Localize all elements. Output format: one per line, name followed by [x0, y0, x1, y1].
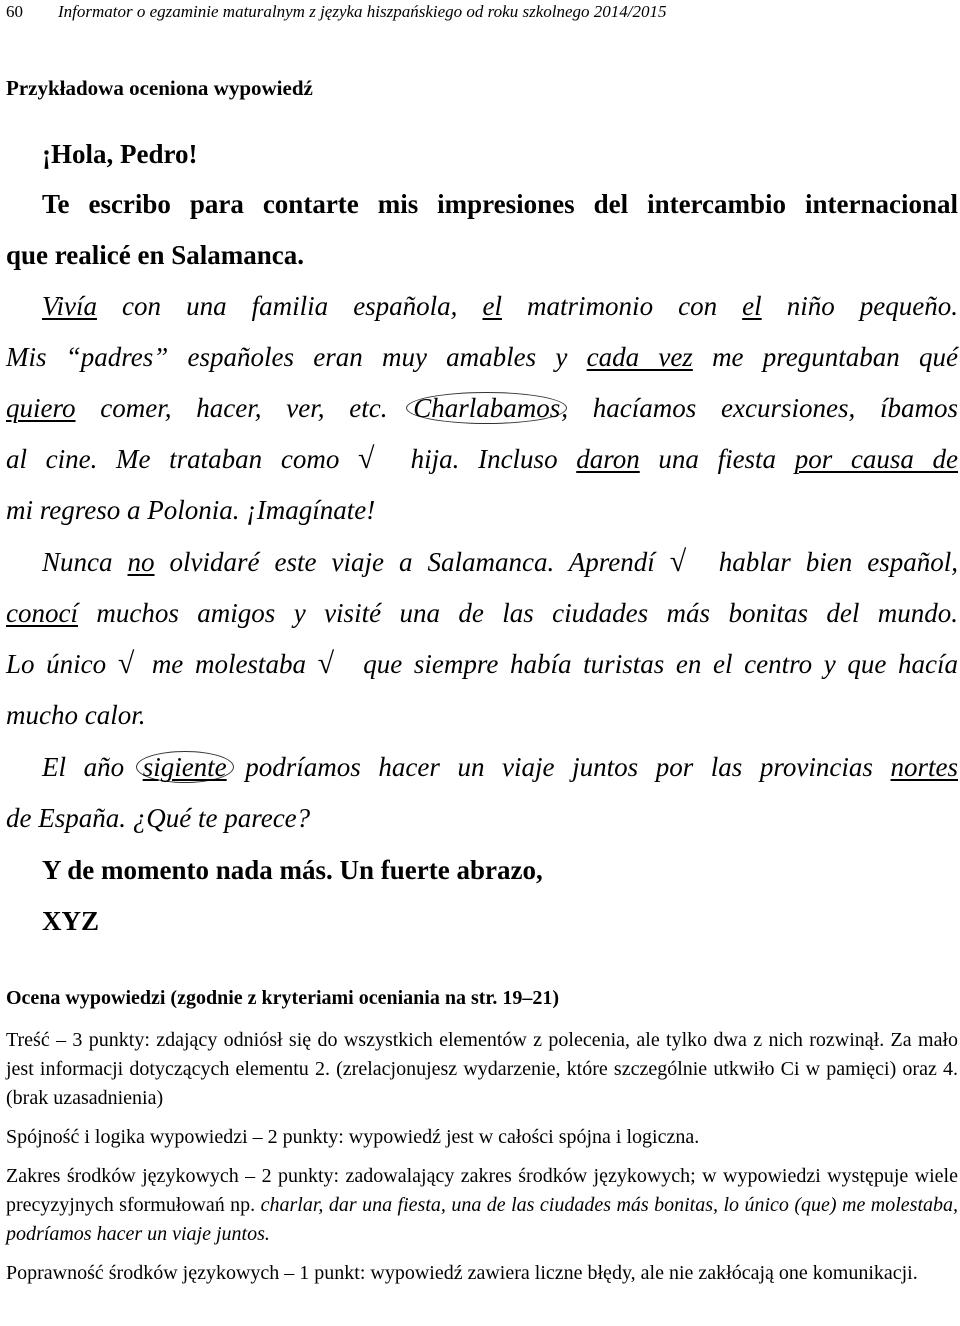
text-run: olvidaré este viaje a Salamanca. Aprendí: [154, 547, 655, 577]
criterion-language-range: [6, 1162, 958, 1249]
text-run: Nunca: [42, 547, 128, 577]
error-circle: sigiente: [136, 751, 234, 783]
error-underline: el: [482, 291, 502, 321]
missing-word-tick-icon: √: [358, 442, 375, 475]
error-circle: Charlabamos: [406, 392, 567, 424]
text-run: muchos amigos y visité una de las ciudades más bonitas del mundo.: [77, 598, 958, 628]
missing-word-tick-icon: √: [317, 647, 335, 680]
section-title: Przykładowa oceniona wypowiedź: [6, 76, 313, 100]
letter-line: mucho calor.: [6, 700, 146, 730]
error-underline: el: [742, 291, 762, 321]
language-examples: charlar, dar una fiesta, una de las ciudades más bonitas, lo único (que) me molestaba, podríamos hacer un viaje juntos.: [6, 1194, 958, 1245]
error-underline: quiero: [6, 393, 76, 423]
error-underline: conocí: [6, 598, 78, 628]
letter-line: mi regreso a Polonia. ¡Imagínate!: [6, 495, 376, 525]
text-run: El año: [42, 752, 142, 782]
text-run: Zakres środków językowych – 2 punkty: zadowalający zakres środków językowych; w wypowiedzi występuje wiele precyzyjnych sformułowań np.: [6, 1165, 958, 1216]
text-run: , hacíamos excursiones, íbamos: [561, 393, 958, 423]
error-underline: no: [127, 547, 155, 577]
text-run: Mis “padres” españoles eran muy amables y: [6, 342, 587, 372]
letter-line: [6, 642, 958, 686]
text-run: matrimonio con: [502, 291, 743, 321]
error-underline: nortes: [890, 752, 958, 782]
evaluation-section: [6, 984, 958, 1288]
text-run: Lo único: [6, 649, 107, 679]
text-run: una fiesta: [639, 444, 795, 474]
page-header: [6, 0, 666, 24]
letter-line: [42, 745, 958, 789]
letter-line: [6, 437, 958, 481]
letter-closing: Y de momento nada más. Un fuerte abrazo,: [42, 855, 543, 885]
evaluation-title: Ocena wypowiedzi (zgodnie z kryteriami oceniania na str. 19–21): [6, 987, 560, 1009]
letter-line: [6, 386, 958, 430]
error-underline: cada vez: [586, 342, 693, 372]
text-run: hija. Incluso: [410, 444, 577, 474]
criterion-accuracy: Poprawność środków językowych – 1 punkt: wypowiedź zawiera liczne błędy, ale nie zakłócają one komunikacji.: [6, 1262, 918, 1284]
missing-word-tick-icon: √: [669, 545, 687, 578]
letter-greeting: ¡Hola, Pedro!: [42, 139, 198, 169]
missing-word-tick-icon: √: [117, 647, 135, 680]
text-run: hablar bien español,: [718, 547, 959, 577]
letter-line: [6, 591, 958, 635]
text-run: que siempre había turistas en el centro y que hacía: [363, 649, 959, 679]
error-underline: daron: [576, 444, 640, 474]
letter-line: [42, 540, 958, 584]
text-run: con una familia española,: [96, 291, 483, 321]
text-run: me preguntaban qué: [692, 342, 958, 372]
page-number: 60: [6, 2, 23, 21]
error-underline: por causa de: [794, 444, 959, 474]
text-run: me molestaba: [151, 649, 306, 679]
letter-line: de España. ¿Qué te parece?: [6, 803, 311, 833]
letter-intro-line: que realicé en Salamanca.: [6, 240, 304, 270]
text-run: niño pequeño.: [761, 291, 959, 321]
letter-intro-line: Te escribo para contarte mis impresiones del intercambio internacional: [42, 189, 958, 219]
letter-signature: XYZ: [42, 906, 100, 936]
text-run: comer, hacer, ver, etc.: [75, 393, 413, 423]
criterion-coherence: Spójność i logika wypowiedzi – 2 punkty: wypowiedź jest w całości spójna i logiczna.: [6, 1126, 700, 1148]
header-title: Informator o egzaminie maturalnym z języka hiszpańskiego od roku szkolnego 2014/2015: [58, 2, 667, 21]
letter-line: [42, 284, 958, 328]
letter-line: [6, 335, 958, 379]
text-run: podríamos hacer un viaje juntos por las provincias: [227, 752, 891, 782]
criterion-content: Treść – 3 punkty: zdający odniósł się do wszystkich elementów z polecenia, ale tylko dwa z nich rozwinął. Za mało jest informacji dotyczących elementu 2. (zrelacjonujesz wydarzenie, które szczególnie utkwiło Ci w pamięci) oraz 4. (brak uzasadnienia): [6, 1029, 958, 1109]
error-underline: Vivía: [42, 291, 97, 321]
text-run: al cine. Me trataban como: [6, 444, 340, 474]
